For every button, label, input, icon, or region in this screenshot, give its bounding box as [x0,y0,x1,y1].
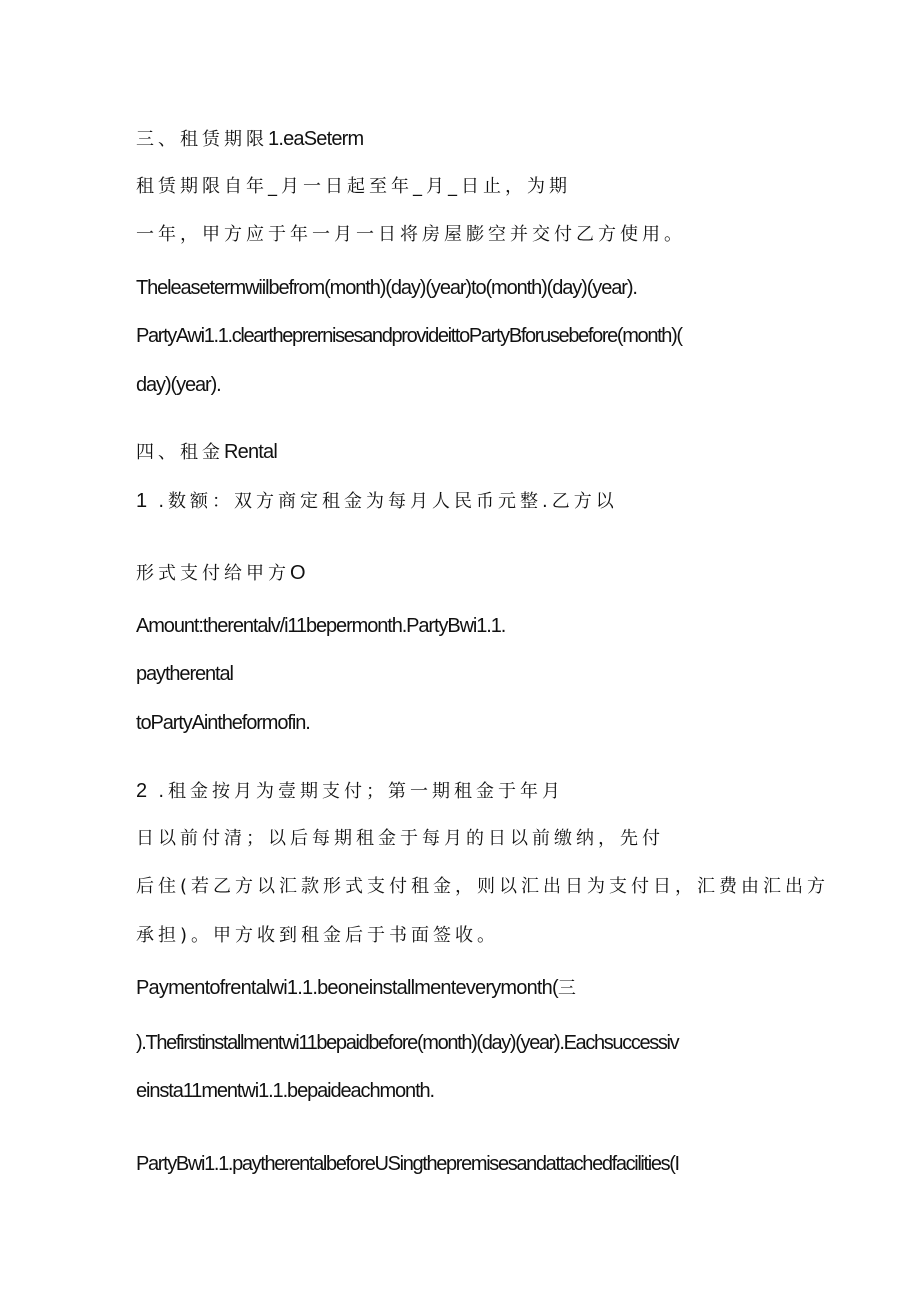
item-2-en-line-3: einsta11mentwi1.1.bepaideachmonth. [136,1080,435,1102]
section-3-heading [136,129,363,149]
section-4-item-2-line-1 [136,781,564,801]
item-2-en-line-2: ).Thefirstinstallmentwi11bepaidbefore(month)(day)(year).Eachsuccessiv [136,1032,679,1054]
item-1-line-2-cn: 形式支付给甲方 [136,563,290,584]
section-4-heading-en: Rental [224,441,278,463]
section-4-heading-cn: 四、租金 [136,442,224,463]
section-3-cn-line-1: 租赁期限自年_月一日起至年_月_日止，为期 [136,176,571,197]
section-4-item-1-line-2 [136,563,305,583]
item-1-en-line-2: paytherental [136,663,233,685]
item-1-line-2-en: O [290,562,305,584]
section-3-en-line-1: Theleasetermwiilbefrom(month)(day)(year)to(month)(day)(year). [136,277,637,299]
section-3-cn-line-2: 一年，甲方应于年一月一日将房屋膨空并交付乙方使用。 [136,224,686,245]
item-1-number: 1 [136,490,147,512]
item-2-en-line-4: PartyBwi1.1.paytherentalbeforeUSingthepremisesandattachedfacilities(I [136,1153,679,1175]
item-2-cn-line-3: 后住(若乙方以汇款形式支付租金，则以汇出日为支付日，汇费由汇出方 [136,876,830,897]
item-1-cn-text: .数额：双方商定租金为每月人民币元整.乙方以 [158,491,618,512]
item-2-cn-line-4: 承担)。甲方收到租金后于书面签收。 [136,925,500,946]
item-2-cn-line-2: 日以前付清；以后每期租金于每月的日以前缴纳，先付 [136,828,664,849]
item-2-en-line-1-cn: 三 [557,978,580,999]
item-1-en-line-3: toPartyAintheformofin. [136,712,310,734]
section-3-en-line-3: day)(year). [136,374,221,396]
section-3-heading-en: 1.eaSeterm [268,128,364,150]
item-2-en-line-1-en: Paymentofrentalwi1.1.beoneinstallmenteverymonth( [136,977,558,999]
item-1-en-line-1: Amount:therentalv/i11bepermonth.PartyBwi1.1. [136,615,506,637]
section-4-item-1-line-1 [136,491,618,511]
section-4-heading [136,442,277,462]
item-2-en-line-1 [136,978,580,998]
section-3-heading-cn: 三、租赁期限 [136,129,268,150]
section-3-en-line-2: PartyAwi1.1.cleartheprernisesandprovideittoPartyBforusebefore(month)( [136,325,682,347]
item-2-number: 2 [136,780,147,802]
item-2-cn-text: .租金按月为壹期支付；第一期租金于年月 [158,781,565,802]
